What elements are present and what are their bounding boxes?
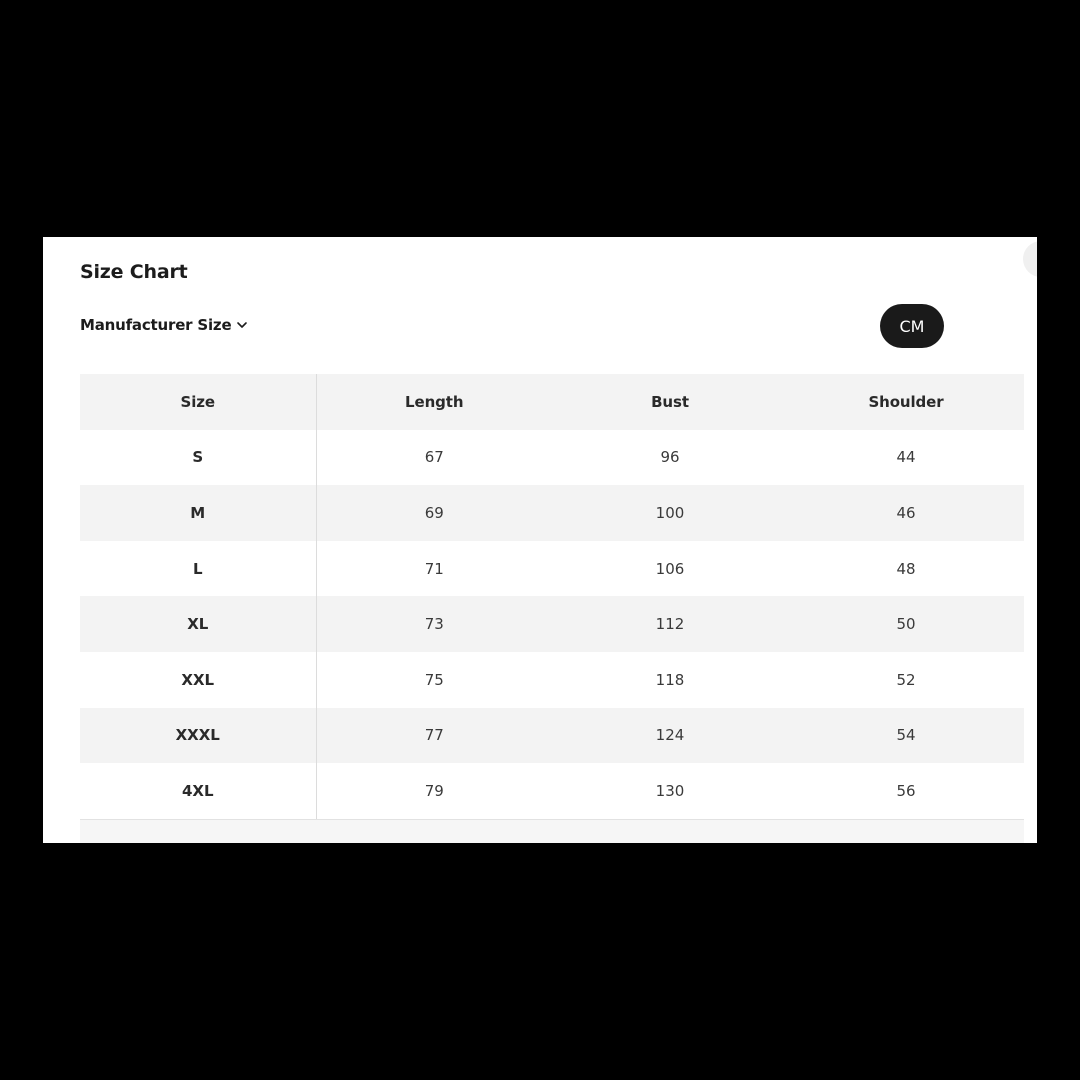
table-row <box>80 708 1024 764</box>
table-row <box>80 652 1024 708</box>
bust-cell: 106 <box>655 559 685 578</box>
size-table-container <box>80 374 1024 819</box>
bust-cell: 130 <box>655 781 685 800</box>
length-cell: 71 <box>424 559 444 578</box>
size-table <box>80 374 1024 819</box>
length-cell: 79 <box>424 781 444 800</box>
bust-cell: 112 <box>552 596 788 652</box>
size-cell: S <box>80 430 316 486</box>
table-footer-divider <box>80 819 1024 843</box>
bust-cell: 100 <box>552 485 788 541</box>
length-cell: 69 <box>316 485 552 541</box>
length-cell: 77 <box>316 708 552 764</box>
table-row <box>80 541 1024 597</box>
table-header-row <box>80 374 1024 430</box>
bust-cell: 118 <box>655 670 685 689</box>
size-cell: L <box>80 541 316 597</box>
table-row <box>80 763 1024 819</box>
column-header-size: Size <box>80 374 316 430</box>
shoulder-cell: 46 <box>788 485 1024 541</box>
shoulder-cell: 56 <box>896 781 916 800</box>
unit-toggle-cm[interactable]: CM <box>880 304 944 348</box>
page-title: Size Chart <box>80 261 188 283</box>
bust-cell: 124 <box>552 708 788 764</box>
manufacturer-size-dropdown[interactable] <box>80 315 248 335</box>
column-header-bust: Bust <box>552 374 788 430</box>
column-header-shoulder: Shoulder <box>788 374 1024 430</box>
length-cell: 75 <box>424 670 444 689</box>
size-cell: 4XL <box>80 763 316 819</box>
table-row <box>80 596 1024 652</box>
shoulder-cell: 54 <box>788 708 1024 764</box>
chevron-down-icon <box>236 319 248 331</box>
shoulder-cell: 52 <box>896 670 916 689</box>
shoulder-cell: 44 <box>896 448 916 467</box>
size-cell: XXXL <box>80 708 316 764</box>
table-row <box>80 485 1024 541</box>
shoulder-cell: 48 <box>896 559 916 578</box>
shoulder-cell: 50 <box>788 596 1024 652</box>
size-cell: XL <box>80 596 316 652</box>
size-chart-panel <box>43 237 1037 843</box>
bust-cell: 96 <box>660 448 680 467</box>
size-cell: M <box>80 485 316 541</box>
manufacturer-size-label: Manufacturer Size <box>80 316 232 334</box>
column-header-length: Length <box>316 374 552 430</box>
size-cell: XXL <box>80 652 316 708</box>
table-row <box>80 430 1024 486</box>
close-button[interactable] <box>1023 241 1037 277</box>
length-cell: 67 <box>424 448 444 467</box>
length-cell: 73 <box>316 596 552 652</box>
